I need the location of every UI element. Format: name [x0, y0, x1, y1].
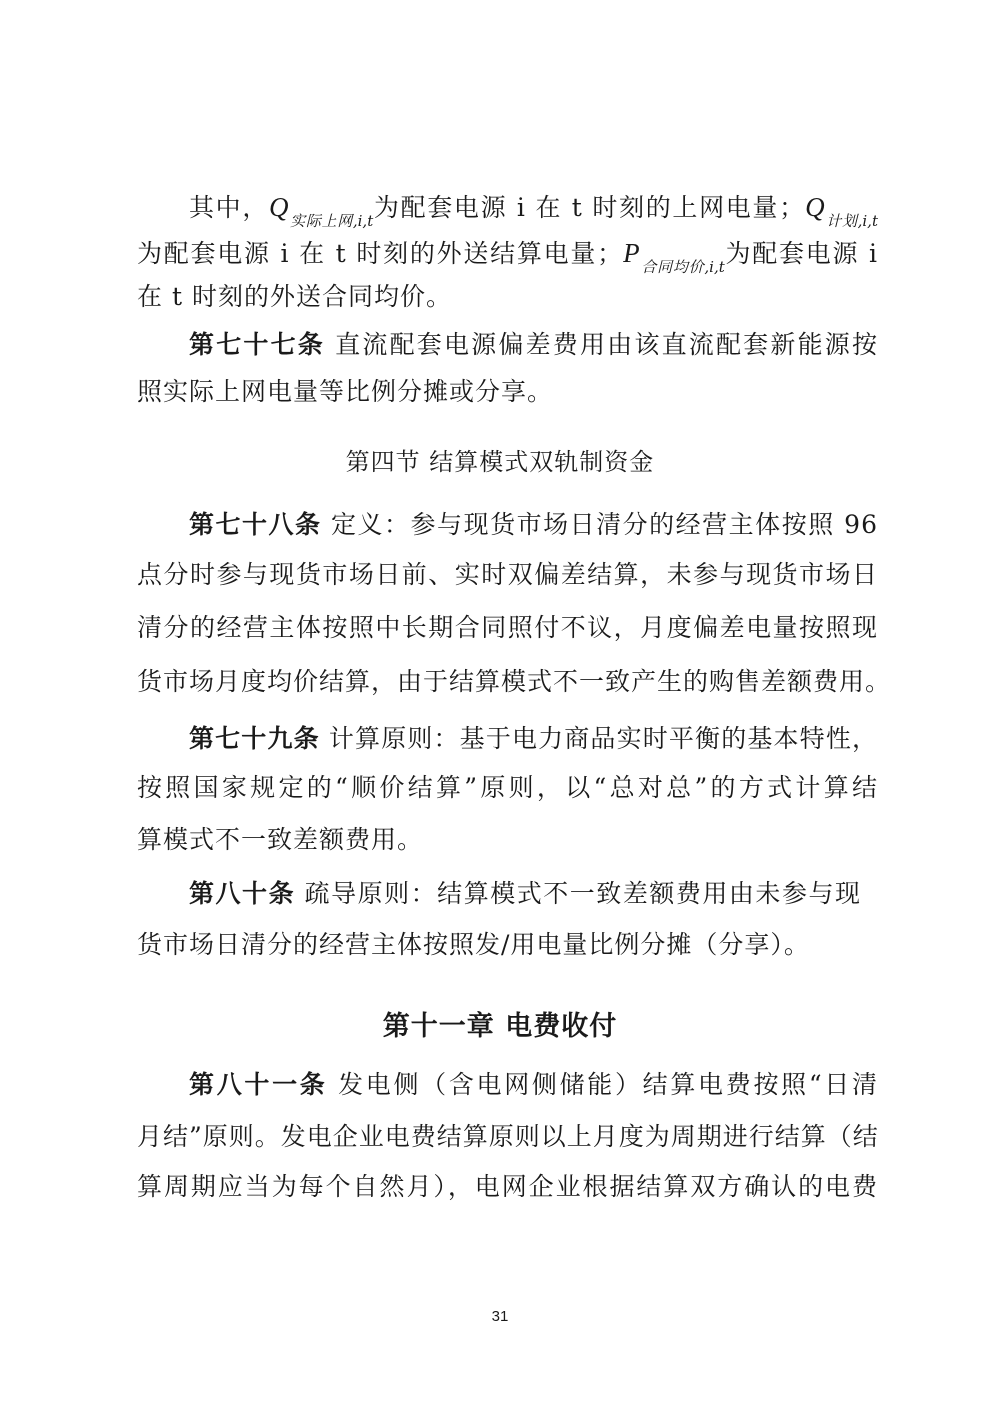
text: 为配套电源 i 在 t 时刻的上网电量； [373, 193, 806, 222]
article-77-line: 照实际上网电量等比例分摊或分享。 [137, 377, 554, 406]
chapter-heading: 第十一章 电费收付 [382, 1011, 618, 1042]
formula-definition-line [137, 236, 878, 276]
symbol-q: Q [269, 192, 290, 222]
text: 发电侧（含电网侧储能）结算电费按照“日清 [327, 1070, 878, 1099]
article-81-line [189, 1068, 878, 1102]
formula-definition-line [189, 190, 878, 230]
article-78-line: 货市场月度均价结算，由于结算模式不一致产生的购售差额费用。 [137, 667, 892, 696]
text: 计算原则：基于电力商品实时平衡的基本特性， [319, 724, 878, 753]
formula-definition-line: 在 t 时刻的外送合同均价。 [137, 282, 452, 311]
article-title: 第八十一条 [189, 1070, 328, 1099]
text: 为配套电源 i 在 t 时刻的外送结算电量； [137, 239, 624, 268]
text: 疏导原则：结算模式不一致差额费用由未参与现 [295, 879, 861, 908]
article-81-line: 算周期应当为每个自然月），电网企业根据结算双方确认的电费 [137, 1172, 878, 1201]
article-title: 第七十八条 [189, 510, 322, 539]
article-78-line: 点分时参与现货市场日前、实时双偏差结算，未参与现货市场日 [137, 560, 878, 589]
article-80-line [189, 877, 861, 911]
article-79-line [189, 722, 878, 756]
page-number: 31 [491, 1308, 509, 1325]
article-81-line: 月结”原则。发电企业电费结算原则以上月度为周期进行结算（结 [137, 1122, 879, 1151]
article-78-line [189, 508, 878, 542]
article-title: 第七十七条 [189, 330, 326, 359]
subscript: 计划,i,t [825, 212, 878, 230]
symbol-q: Q [805, 192, 826, 222]
article-80-line: 货市场日清分的经营主体按照发/用电量比例分摊（分享）。 [137, 930, 810, 959]
article-title: 第八十条 [189, 879, 296, 908]
article-78-line: 清分的经营主体按照中长期合同照付不议，月度偏差电量按照现 [137, 613, 878, 642]
text: 直流配套电源偏差费用由该直流配套新能源按 [325, 330, 878, 359]
section-heading: 第四节 结算模式双轨制资金 [345, 448, 655, 476]
text: 其中， [189, 193, 270, 222]
article-79-line: 算模式不一致差额费用。 [137, 825, 424, 854]
text: 为配套电源 i [724, 239, 878, 268]
symbol-p: P [623, 238, 641, 268]
article-79-line: 按照国家规定的“顺价结算”原则，以“总对总”的方式计算结 [137, 773, 878, 802]
subscript: 合同均价,i,t [640, 258, 725, 276]
text: 定义：参与现货市场日清分的经营主体按照 96 [321, 510, 878, 539]
article-77-line [189, 328, 878, 362]
article-title: 第七十九条 [189, 724, 320, 753]
subscript: 实际上网,i,t [289, 212, 374, 230]
